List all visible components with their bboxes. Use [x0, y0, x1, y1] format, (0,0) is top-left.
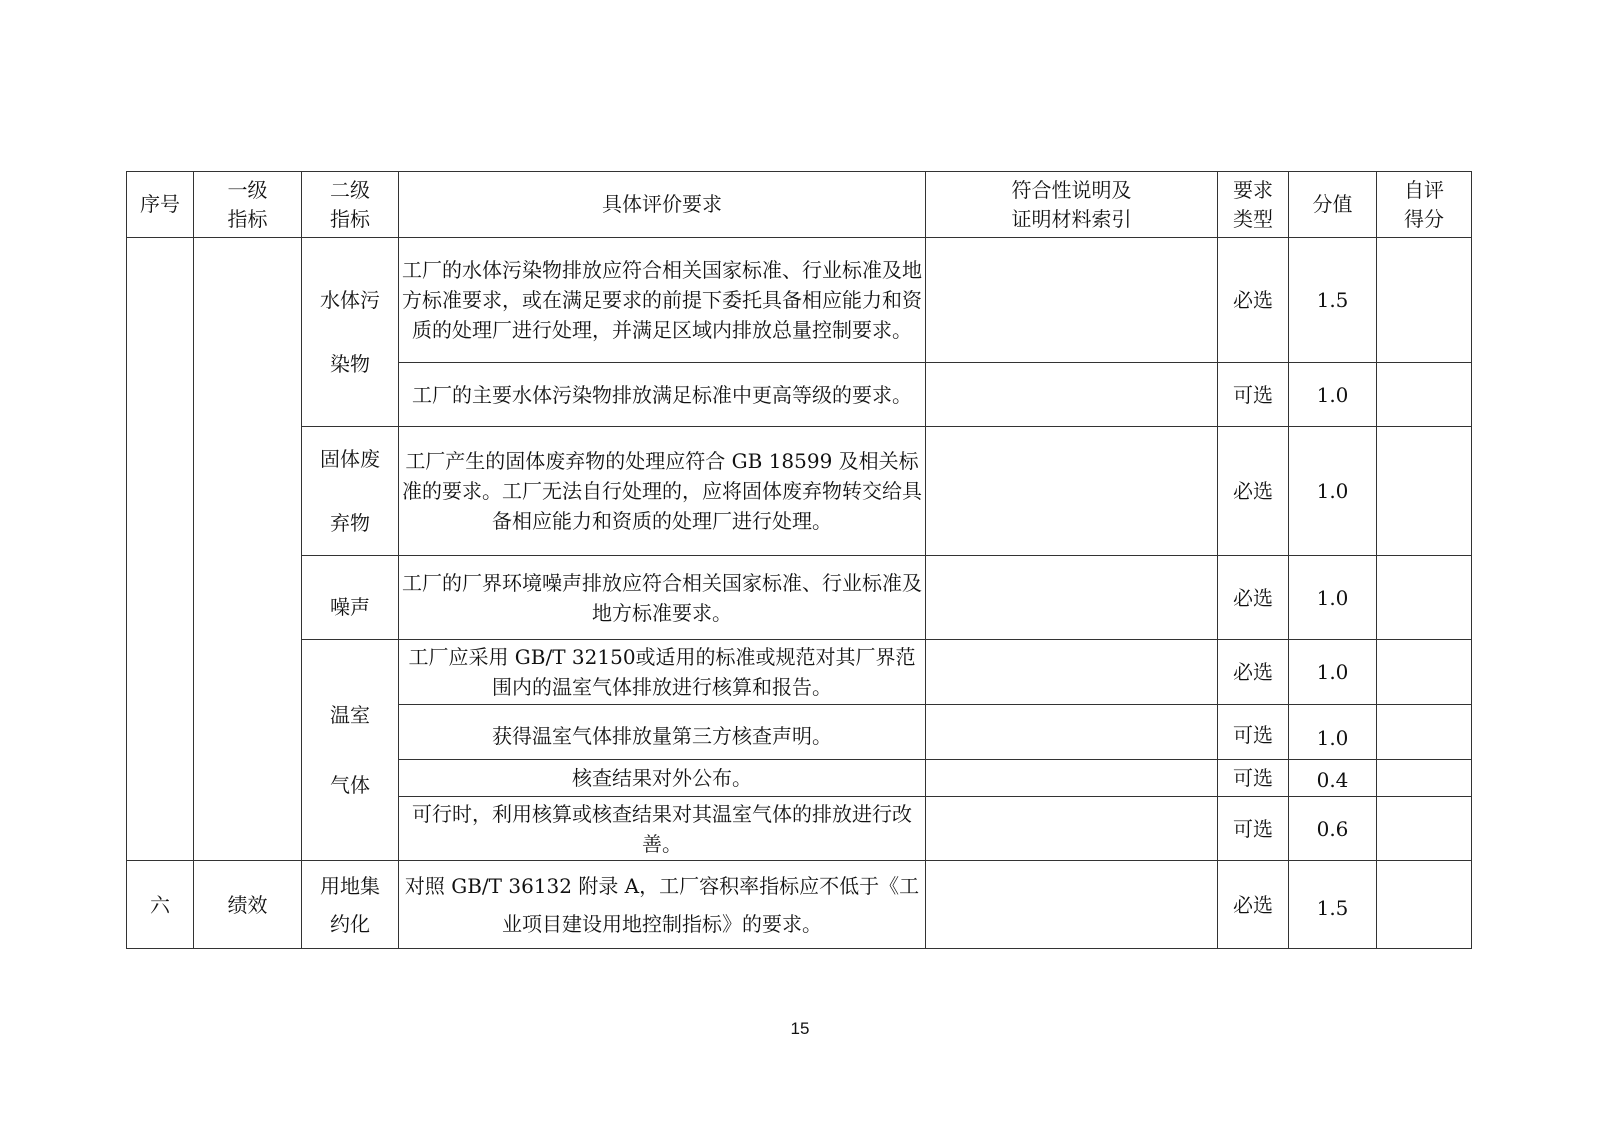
- header-self: 自评 得分: [1377, 172, 1472, 238]
- type-cell: 可选: [1218, 363, 1289, 427]
- level2-land-intensive: 用地集 约化: [302, 861, 399, 949]
- score-cell: 1.0: [1289, 556, 1377, 640]
- requirement-cell: 工厂应采用 GB/T 32150或适用的标准或规范对其厂界范围内的温室气体排放进行核算和报告。: [399, 640, 926, 705]
- evidence-cell[interactable]: [926, 363, 1218, 427]
- requirement-cell: 核查结果对外公布。: [399, 760, 926, 797]
- type-cell: 必选: [1218, 556, 1289, 640]
- level2-greenhouse-gas: 温室 气体: [302, 640, 399, 861]
- header-row: [127, 172, 1472, 238]
- header-requirement: 具体评价要求: [399, 172, 926, 238]
- self-score-cell[interactable]: [1377, 238, 1472, 363]
- seq-cell: [127, 238, 194, 861]
- self-score-cell[interactable]: [1377, 797, 1472, 861]
- score-cell: 1.0: [1289, 427, 1377, 556]
- score-cell: 1.0: [1289, 640, 1377, 705]
- evidence-cell[interactable]: [926, 640, 1218, 705]
- score-cell: 0.4: [1289, 760, 1377, 797]
- header-evidence: 符合性说明及 证明材料索引: [926, 172, 1218, 238]
- header-seq: 序号: [127, 172, 194, 238]
- level2-water-pollutants: 水体污 染物: [302, 238, 399, 427]
- self-score-cell[interactable]: [1377, 640, 1472, 705]
- type-cell: 可选: [1218, 797, 1289, 861]
- type-cell: 可选: [1218, 760, 1289, 797]
- requirement-cell: 对照 GB/T 36132 附录 A，工厂容积率指标应不低于《工业项目建设用地控制指标》的要求。: [399, 861, 926, 949]
- self-score-cell[interactable]: [1377, 363, 1472, 427]
- header-level1: 一级 指标: [194, 172, 302, 238]
- level2-solid-waste: 固体废 弃物: [302, 427, 399, 556]
- table-row: [127, 556, 1472, 640]
- level1-cell: [194, 238, 302, 861]
- evidence-cell[interactable]: [926, 861, 1218, 949]
- type-cell: 必选: [1218, 427, 1289, 556]
- requirement-cell: 工厂产生的固体废弃物的处理应符合 GB 18599 及相关标准的要求。工厂无法自行处理的，应将固体废弃物转交给具备相应能力和资质的处理厂进行处理。: [399, 427, 926, 556]
- table-row: [127, 427, 1472, 556]
- header-level2: 二级 指标: [302, 172, 399, 238]
- type-cell: 必选: [1218, 238, 1289, 363]
- self-score-cell[interactable]: [1377, 427, 1472, 556]
- type-cell: 必选: [1218, 861, 1289, 949]
- score-cell: 0.6: [1289, 797, 1377, 861]
- score-cell: 1.5: [1289, 238, 1377, 363]
- table-row: [127, 238, 1472, 363]
- header-score: 分值: [1289, 172, 1377, 238]
- score-cell: 1.0: [1289, 705, 1377, 760]
- self-score-cell[interactable]: [1377, 705, 1472, 760]
- type-cell: 可选: [1218, 705, 1289, 760]
- requirement-cell: 可行时，利用核算或核查结果对其温室气体的排放进行改善。: [399, 797, 926, 861]
- requirement-cell: 获得温室气体排放量第三方核查声明。: [399, 705, 926, 760]
- seq-cell: 六: [127, 861, 194, 949]
- evaluation-table: [126, 171, 1472, 949]
- evidence-cell[interactable]: [926, 760, 1218, 797]
- evidence-cell[interactable]: [926, 427, 1218, 556]
- type-cell: 必选: [1218, 640, 1289, 705]
- requirement-cell: 工厂的水体污染物排放应符合相关国家标准、行业标准及地方标准要求，或在满足要求的前提下委托具备相应能力和资质的处理厂进行处理，并满足区域内排放总量控制要求。: [399, 238, 926, 363]
- requirement-cell: 工厂的主要水体污染物排放满足标准中更高等级的要求。: [399, 363, 926, 427]
- evidence-cell[interactable]: [926, 797, 1218, 861]
- score-cell: 1.0: [1289, 363, 1377, 427]
- evidence-cell[interactable]: [926, 556, 1218, 640]
- self-score-cell[interactable]: [1377, 556, 1472, 640]
- header-type: 要求 类型: [1218, 172, 1289, 238]
- requirement-cell: 工厂的厂界环境噪声排放应符合相关国家标准、行业标准及地方标准要求。: [399, 556, 926, 640]
- level2-noise: 噪声: [302, 556, 399, 640]
- evidence-cell[interactable]: [926, 238, 1218, 363]
- table-row: [127, 640, 1472, 705]
- table-row: [127, 861, 1472, 949]
- score-cell: 1.5: [1289, 861, 1377, 949]
- evidence-cell[interactable]: [926, 705, 1218, 760]
- self-score-cell[interactable]: [1377, 861, 1472, 949]
- page-number: 15: [790, 1019, 810, 1038]
- level1-cell: 绩效: [194, 861, 302, 949]
- self-score-cell[interactable]: [1377, 760, 1472, 797]
